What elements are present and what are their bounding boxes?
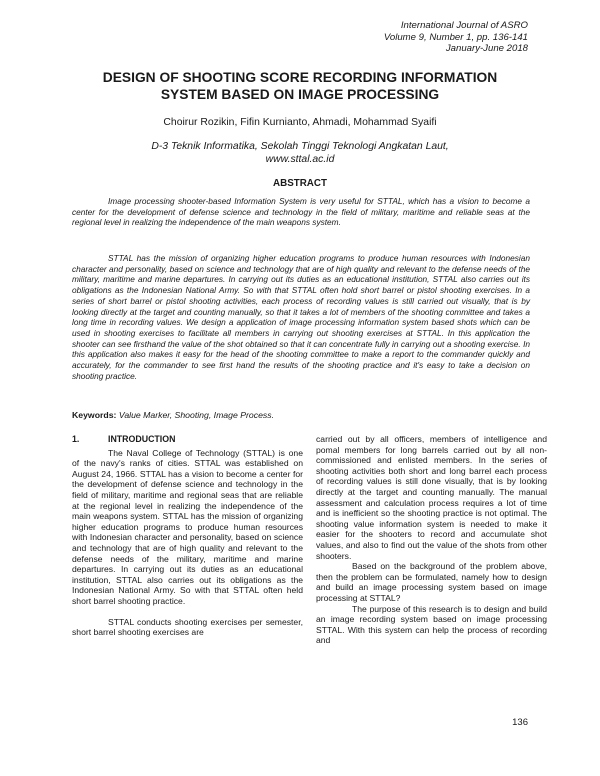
section-number: 1. <box>72 434 80 444</box>
affiliation-line-1: D-3 Teknik Informatika, Sekolah Tinggi Teknologi Angkatan Laut, <box>151 141 449 152</box>
left-column <box>72 434 303 638</box>
keywords <box>72 410 274 420</box>
left-paragraph-2: STTAL conducts shooting exercises per semester, short barrel shooting exercises are <box>72 616 303 638</box>
title-line-2: SYSTEM BASED ON IMAGE PROCESSING <box>160 87 440 102</box>
keywords-label: Keywords: <box>72 410 117 420</box>
left-paragraph-1: The Naval College of Technology (STTAL) is one of the navy's ranks of cities. STTAL was established on August 24, 1966. STTAL has a vision to become a center for the development of defense science and technology in the field of military, maritime and regional seas that are reliable at the regional level in realizing the independence of the main weapons system. STTAL has the mission of organizing higher education programs to produce human resources with Indonesian character and personality, based on science and technology that are of high quality and relevant to the defense needs of the military, maritime and marine departures. In carrying out its duties as an educational institution, STTAL also carries out its obligations as the Indonesian National Army. So with that STTAL often held short barrel shooting practice. <box>72 447 303 606</box>
abstract-heading: ABSTRACT <box>273 178 327 189</box>
paper-title <box>0 69 600 103</box>
section-title: INTRODUCTION <box>108 434 176 444</box>
page-number: 136 <box>512 717 528 728</box>
journal-header <box>384 20 528 55</box>
affiliation-line-2: www.sttal.ac.id <box>265 154 335 165</box>
journal-date: January-June 2018 <box>445 43 528 54</box>
abstract-paragraph-2: STTAL has the mission of organizing higher education programs to produce human resources with Indonesian character and personality, based on science and technology that are of high quality and relevant to the defense needs of the military, maritime and marine departures. In carrying out its duties as an educational institution, STTAL also carries out its obligations as the Indonesian National Army. So with that STTAL often hold short barrel or pistol shooting exercises. In a series of short barrel or pistol shooting activities, each process of recording values is still carried out visually, that is by looking directly at the target and counting manually, so that it takes a lot of members of the shooting committee and takes a long time in recording values. We design a application of image processing information system based shots which can be used in shooting exercises to facilitate all members in carrying out shooting exercises at STTAL. In this application the shooter can see firsthand the value of the shot obtained so that it can concentrate fully in carrying out a shooting exercise. In this application also makes it easy for the head of the shooting committee to make a report to the commander quickly and accurately, for the commander to see first hand the results of the shooting practice and it's easy to take a decision on shooting practice. <box>72 253 530 381</box>
authors: Choirur Rozikin, Fifin Kurnianto, Ahmadi, Mohammad Syaifi <box>163 117 437 128</box>
journal-name: International Journal of ASRO <box>400 20 528 31</box>
right-paragraph-3: The purpose of this research is to design and build an image recording system based on image processing STTAL. With this system can help the process of recording and <box>316 603 547 646</box>
title-line-1: DESIGN OF SHOOTING SCORE RECORDING INFORMATION <box>102 70 498 85</box>
right-paragraph-2: Based on the background of the problem above, then the problem can be formulated, namely how to design and build an image processing system based on image processing at STTAL? <box>316 561 547 603</box>
journal-volume: Volume 9, Number 1, pp. 136-141 <box>383 31 528 43</box>
right-paragraph-1: carried out by all officers, members of intelligence and pomal members for long barrels carried out by all non-commissioned and enlisted members. In the series of shooting activities both short and long barrel each process of recording values is still done visually, that is by looking directly at the target and counting manually. The manual assessment and calculation process requires a lot of time and is inefficient so the shooting practice is not optimal. The shooting value information system is needed to make it easier for the shooters to record and accumulate shot values, and also to find out the value of the shots from other shooters. <box>316 434 547 561</box>
affiliation <box>0 140 600 166</box>
abstract-paragraph-1: Image processing shooter-based Information System is very useful for STTAL, which has a vision to become a center for the development of defense science and technology in the field of military, maritime and reliable seas at the regional level in realizing the independence of the main weapons system. <box>72 196 530 228</box>
keywords-list: Value Marker, Shooting, Image Process. <box>118 410 275 420</box>
right-column <box>316 434 547 646</box>
section-heading <box>72 434 303 445</box>
